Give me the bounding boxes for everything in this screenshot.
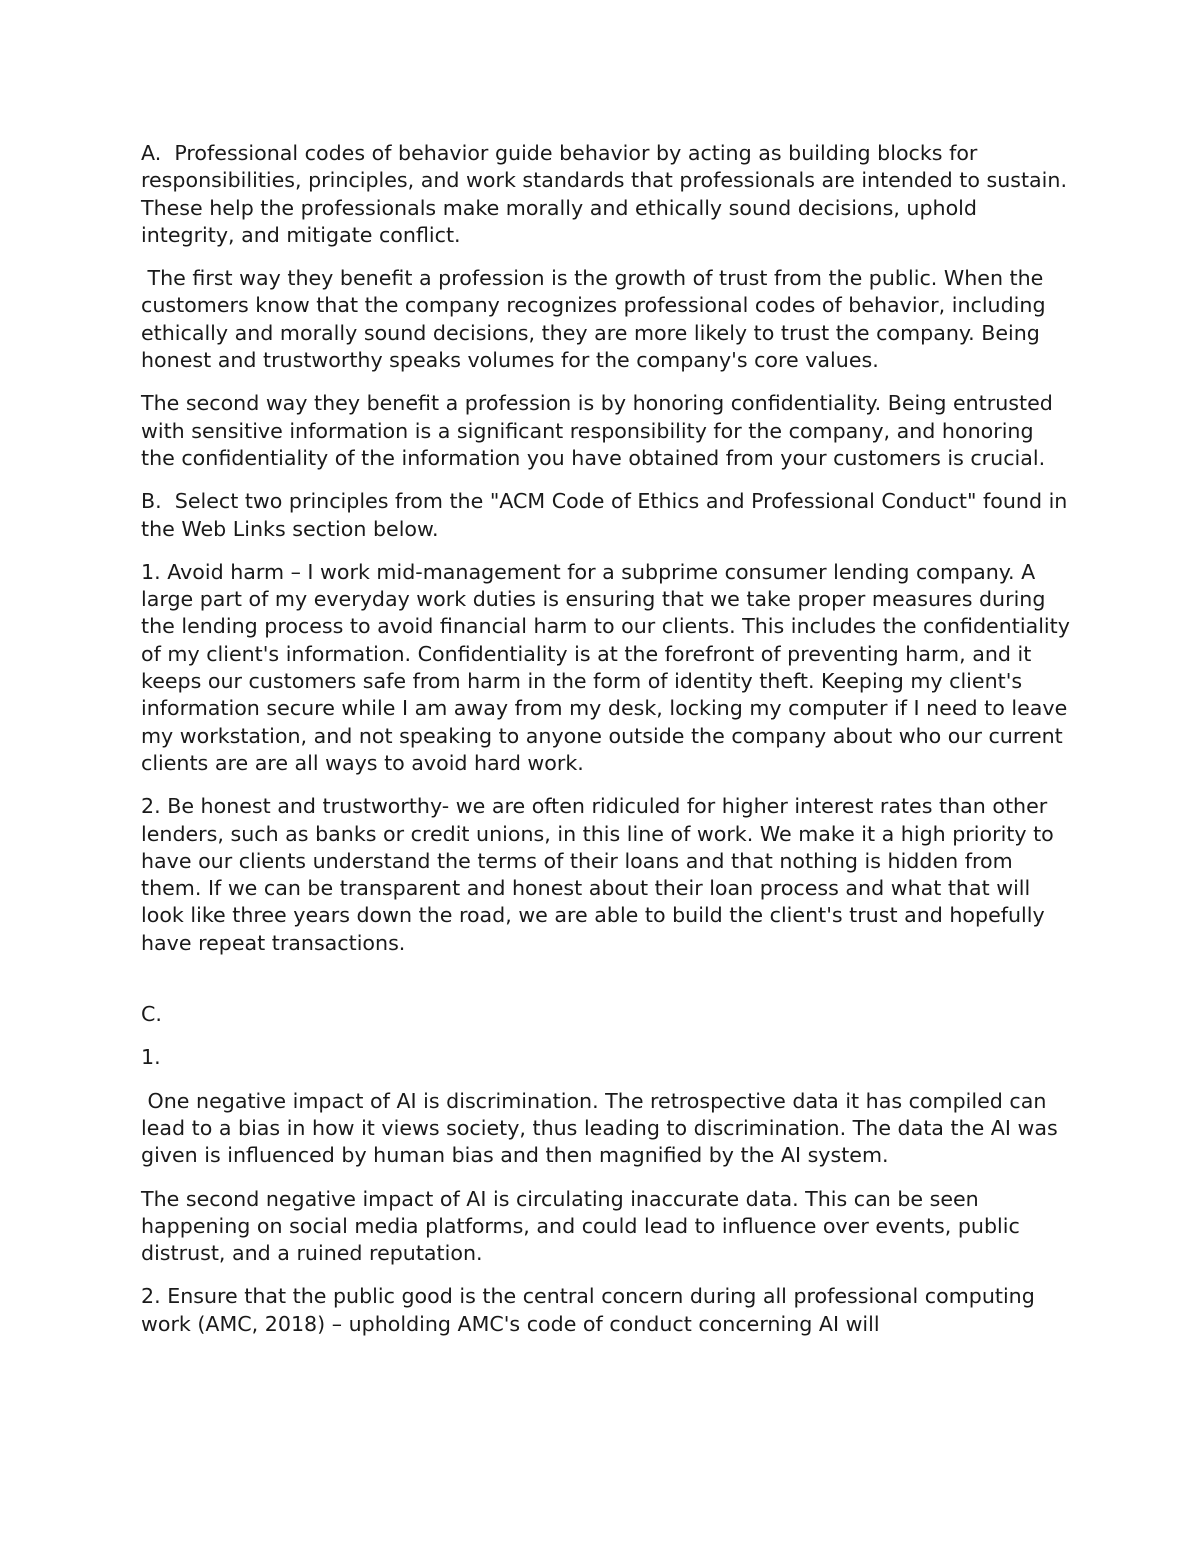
- paragraph-honest-trustworthy: 2. Be honest and trustworthy- we are often ridiculed for higher interest rates than other lenders, such as banks or credit unions, in this line of work. We make it a high priority to have our clients understand the terms of their loans and that nothing is hidden from them. If we can be transparent and honest about their loan process and what that will look like three years down the road, we are able to build the client's trust and hopefully have repeat transactions.: [141, 794, 1061, 955]
- document-body: [141, 140, 1077, 1354]
- paragraph-b-heading: B. Select two principles from the "ACM Code of Ethics and Professional Conduct" found in the Web Links section below.: [141, 489, 1074, 541]
- paragraph-c-item-1: 1.: [141, 1045, 161, 1070]
- paragraph-trust: The first way they benefit a profession is the growth of trust from the public. When the customers know that the company recognizes professional codes of behavior, including ethically and morally sound decisions, they are more likely to trust the company. Being honest and trustworthy speaks volumes for the company's core values.: [141, 266, 1053, 373]
- paragraph-c-heading: C.: [141, 1002, 162, 1027]
- paragraph-public-good: 2. Ensure that the public good is the central concern during all professional computing work (AMC, 2018) – upholding AMC's code of conduct concerning AI will: [141, 1284, 1042, 1336]
- paragraph-discrimination: One negative impact of AI is discrimination. The retrospective data it has compiled can lead to a bias in how it views society, thus leading to discrimination. The data the AI was given is influenced by human bias and then magnified by the AI system.: [141, 1088, 1065, 1168]
- paragraph-avoid-harm: 1. Avoid harm – I work mid-management for a subprime consumer lending company. A large part of my everyday work duties is ensuring that we take proper measures during the lending process to avoid financial harm to our clients. This includes the confidentiality of my client's information. Confidentiality is at the forefront of preventing harm, and it keeps our customers safe from harm in the form of identity theft. Keeping my client's information secure while I am away from my desk, locking my computer if I need to leave my workstation, and not speaking to anyone outside the company about who our current clients are are all ways to avoid hard work.: [141, 559, 1077, 775]
- paragraph-confidentiality: The second way they benefit a profession is by honoring confidentiality. Being entrusted with sensitive information is a significant responsibility for the company, and honoring the confidentiality of the information you have obtained from your customers is crucial.: [141, 391, 1060, 470]
- paragraph-a-intro: A. Professional codes of behavior guide behavior by acting as building blocks for responsibilities, principles, and work standards that professionals are intended to sustain. These help the professionals make morally and ethically sound decisions, uphold integrity, and mitigate conflict.: [141, 141, 1074, 247]
- paragraph-inaccurate-data: The second negative impact of AI is circulating inaccurate data. This can be seen happening on social media platforms, and could lead to influence over events, public distrust, and a ruined reputation.: [141, 1186, 1027, 1266]
